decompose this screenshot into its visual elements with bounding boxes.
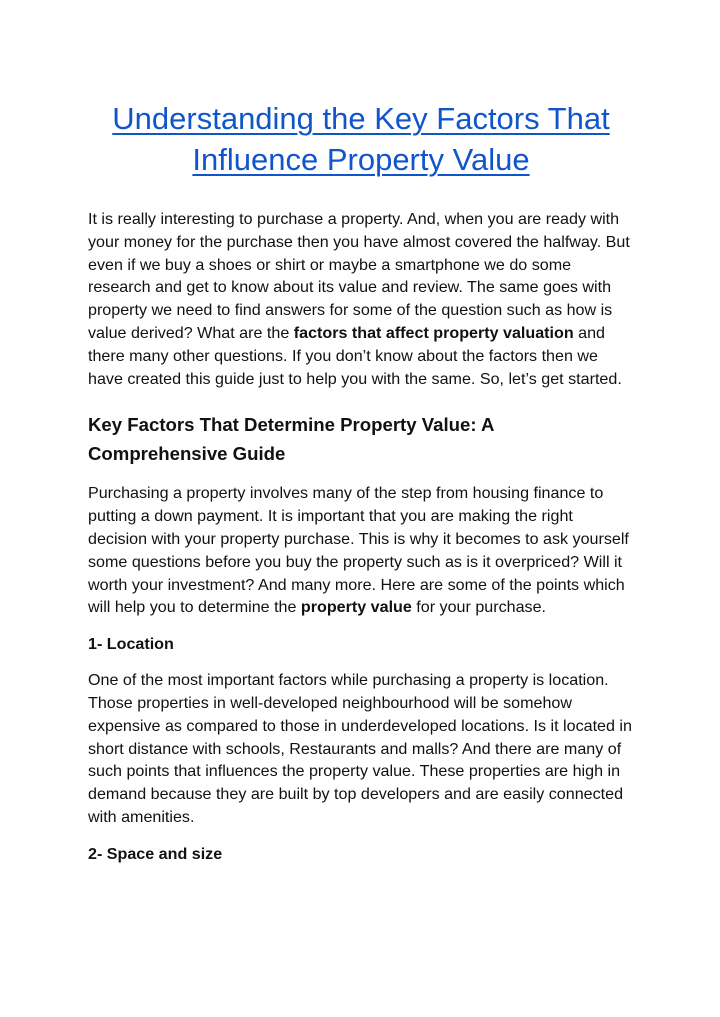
- section-heading: [88, 410, 634, 468]
- intro-paragraph: [88, 208, 634, 390]
- subheading-space-size: 2- Space and size: [88, 844, 223, 863]
- section-text-part1: Purchasing a property involves many of the step from housing finance to putting a down payment. It is important that you are making the right decision with your property purchase. This is why it becomes to ask yourself some questions before you buy the property such as is it overpriced? Will it worth your investment? And many more. Here are some of the points which will help you to determine the: [88, 484, 629, 617]
- subheading-location: 1- Location: [88, 635, 174, 654]
- title-link[interactable]: [112, 101, 609, 177]
- section-heading-line-2: Comprehensive Guide: [88, 443, 286, 465]
- page-title: [88, 98, 634, 180]
- intro-bold-phrase: factors that affect property valuation: [293, 323, 574, 342]
- section-bold-phrase: property value: [300, 598, 412, 617]
- section-paragraph: [88, 482, 634, 619]
- intro-text-part2: and there many other questions. If you don’t know about the factors then we have created this guide just to help you with the same. So, let’s get started.: [88, 323, 622, 388]
- section-text-part2: for your purchase.: [411, 598, 547, 617]
- title-line-2: Influence Property Value: [192, 142, 530, 177]
- intro-text-part1: It is really interesting to purchase a property. And, when you are ready with your money for the purchase then you have almost covered the halfway. But even if we buy a shoes or shirt or maybe a smartphone we do some research and get to know about its value and review. The same goes with property we need to find answers for some of the question such as how is value derived? What are the: [88, 210, 630, 342]
- title-line-1: Understanding the Key Factors That: [112, 101, 610, 136]
- location-paragraph: One of the most important factors while purchasing a property is location. Those properties in well-developed neighbourhood will be somehow expensive as compared to those in underdeveloped locations. Is it located in short distance with schools, Restaurants and malls? And there are many of such points that influences the property value. These properties are high in demand because they are built by top developers and are easily connected with amenities.: [88, 671, 632, 826]
- section-heading-line-1: Key Factors That Determine Property Value: A: [88, 414, 495, 436]
